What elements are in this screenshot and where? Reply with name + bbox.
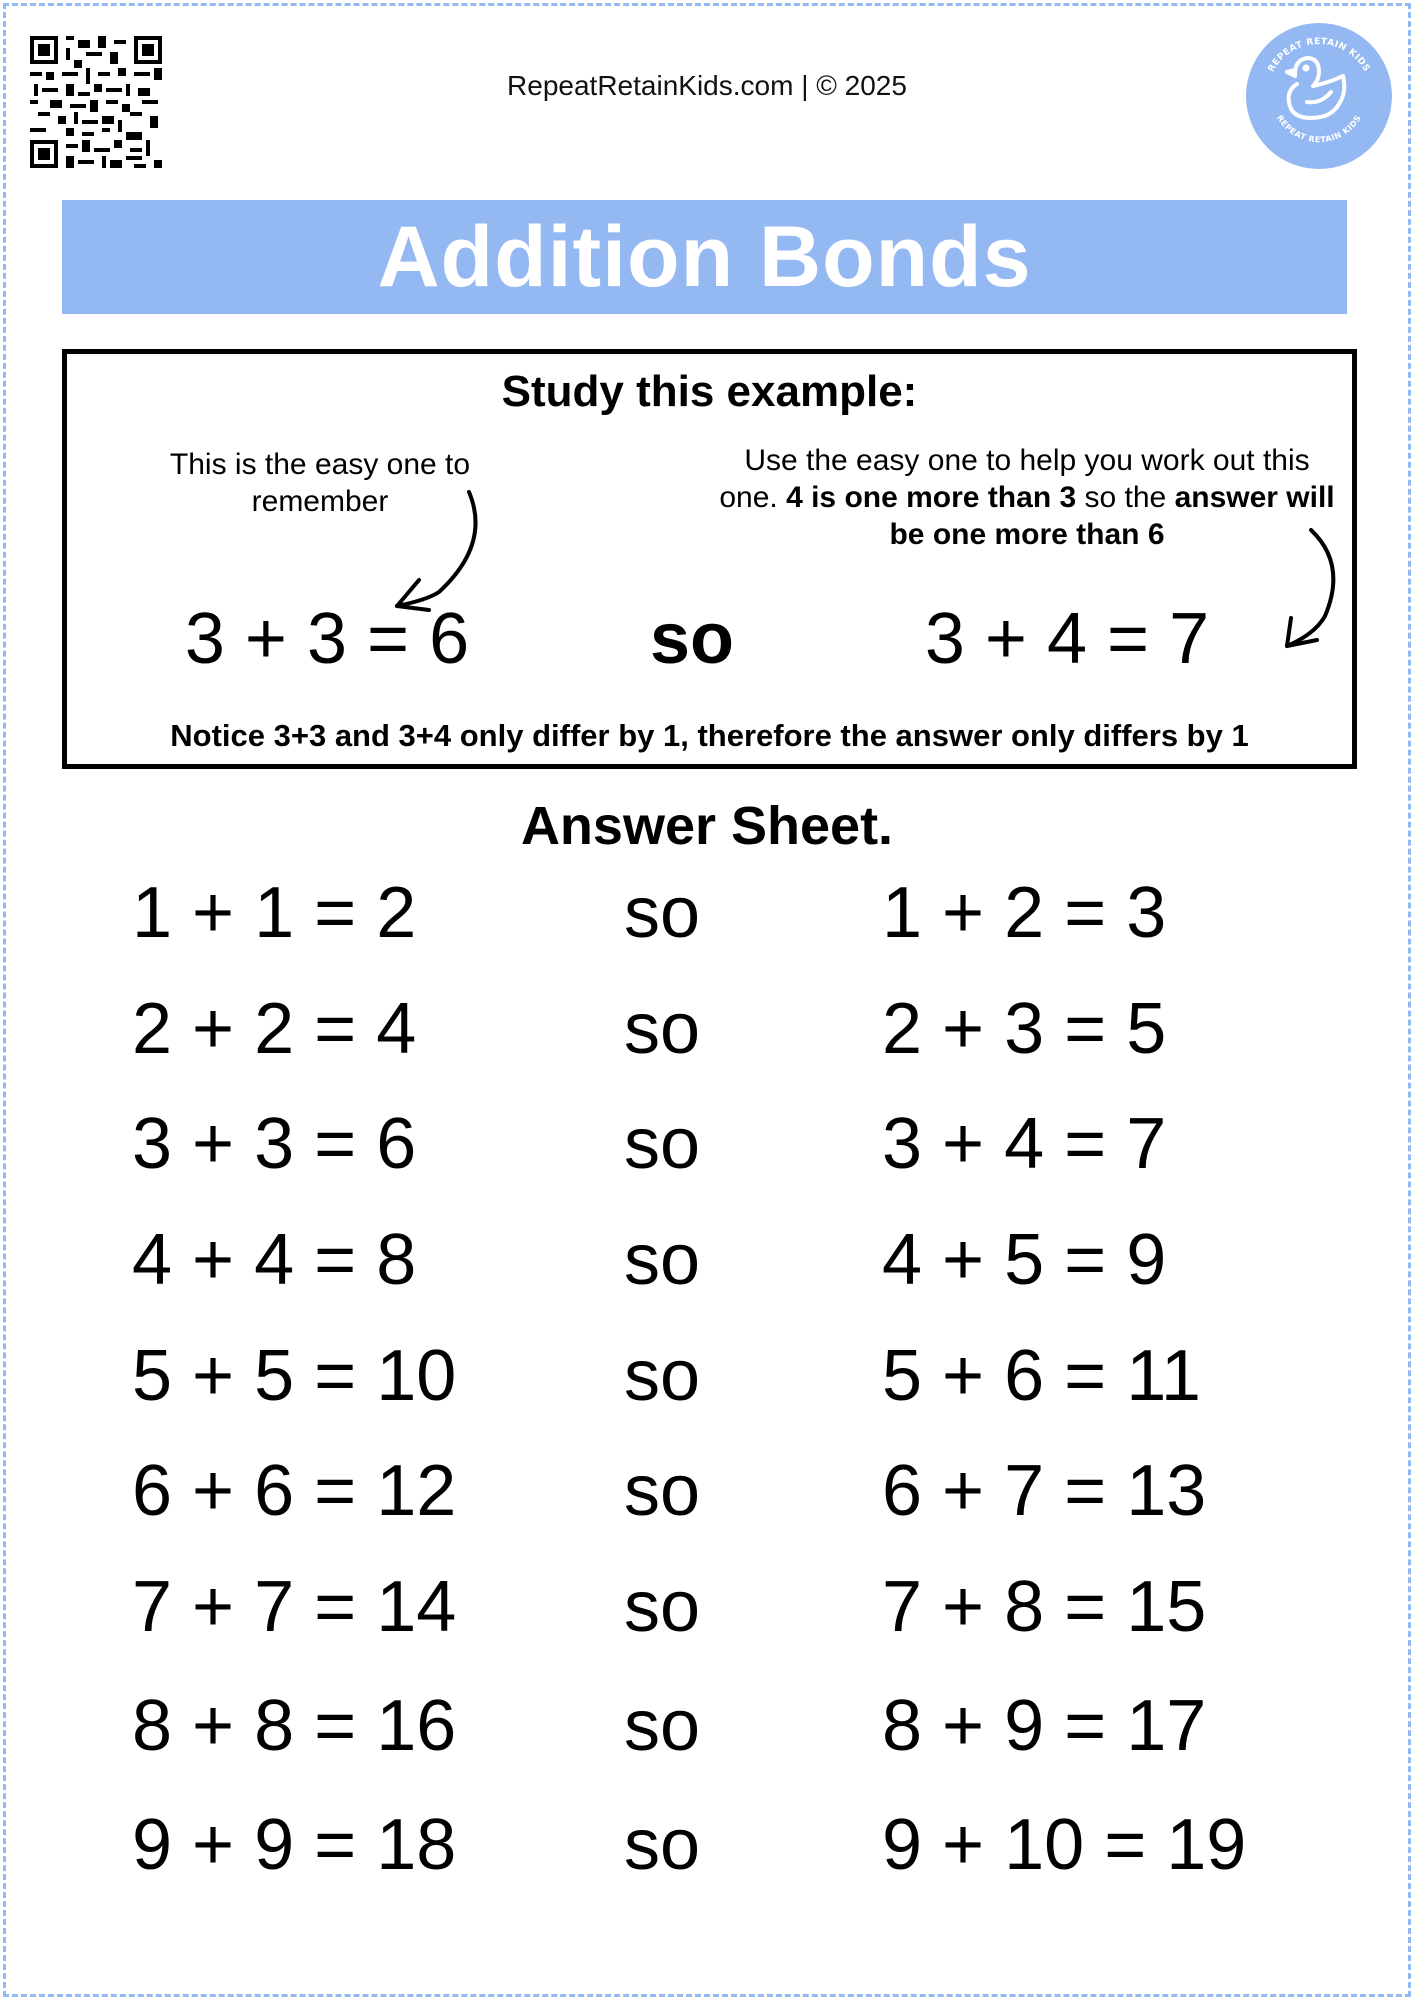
logo-text-bottom: REPEAT RETAIN KIDS [1275,113,1363,145]
answer-row [0,1681,1414,1771]
example-notice: Notice 3+3 and 3+4 only differ by 1, therefore the answer only differs by 1 [170,718,1249,753]
so-word: so [624,1336,701,1416]
so-word: so [624,1686,701,1766]
easy-equation: 1 + 1 = 2 [132,873,417,953]
easy-equation: 7 + 7 = 14 [132,1567,457,1647]
answer-row [0,1099,1414,1189]
easy-equation: 2 + 2 = 4 [132,989,417,1069]
bond-equation: 5 + 6 = 11 [882,1336,1201,1416]
note-right-text-2: so the [1076,481,1175,514]
example-note-right [717,442,1337,553]
logo-text-top: REPEAT RETAIN KIDS [1266,36,1372,74]
bond-equation: 7 + 8 = 15 [882,1567,1207,1647]
bond-equation: 6 + 7 = 13 [882,1451,1207,1531]
so-word: so [624,1567,701,1647]
answer-row [0,984,1414,1074]
bond-equation: 2 + 3 = 5 [882,989,1167,1069]
answer-row [0,1215,1414,1305]
so-word: so [624,1451,701,1531]
so-word: so [624,873,701,953]
easy-equation: 9 + 9 = 18 [132,1805,457,1885]
bond-equation: 8 + 9 = 17 [882,1686,1207,1766]
example-right-equation: 3 + 4 = 7 [924,599,1210,679]
answer-row [0,868,1414,958]
note-right-bold-1: 4 is one more than 3 [786,481,1077,514]
answer-row [0,1331,1414,1421]
easy-equation: 5 + 5 = 10 [132,1336,457,1416]
example-note-left: This is the easy one to remember [169,448,471,518]
site-copyright-line: RepeatRetainKids.com | © 2025 [507,70,907,101]
bond-equation: 1 + 2 = 3 [882,873,1167,953]
answer-sheet-heading: Answer Sheet. [520,796,894,856]
answer-row [0,1800,1414,1890]
note-right-text-1: Use the easy one to help you work out this one. [719,444,1310,514]
so-word: so [624,1805,701,1885]
bond-equation: 9 + 10 = 19 [882,1805,1247,1885]
example-box [62,349,1357,769]
note-right-bold-2: answer will be one more than 6 [889,481,1335,551]
example-so: so [649,599,735,679]
easy-equation: 4 + 4 = 8 [132,1220,417,1300]
example-left-equation: 3 + 3 = 6 [184,599,470,679]
example-heading: Study this example: [501,367,918,416]
so-word: so [624,1220,701,1300]
page-title: Addition Bonds [62,200,1347,314]
repeat-retain-kids-logo [1245,22,1393,170]
easy-equation: 6 + 6 = 12 [132,1451,457,1531]
bond-equation: 4 + 5 = 9 [882,1220,1167,1300]
so-word: so [624,989,701,1069]
bond-equation: 3 + 4 = 7 [882,1104,1167,1184]
so-word: so [624,1104,701,1184]
curved-arrow-right-icon [1267,524,1347,654]
answer-row [0,1446,1414,1536]
easy-equation: 8 + 8 = 16 [132,1686,457,1766]
easy-equation: 3 + 3 = 6 [132,1104,417,1184]
answer-row [0,1562,1414,1652]
